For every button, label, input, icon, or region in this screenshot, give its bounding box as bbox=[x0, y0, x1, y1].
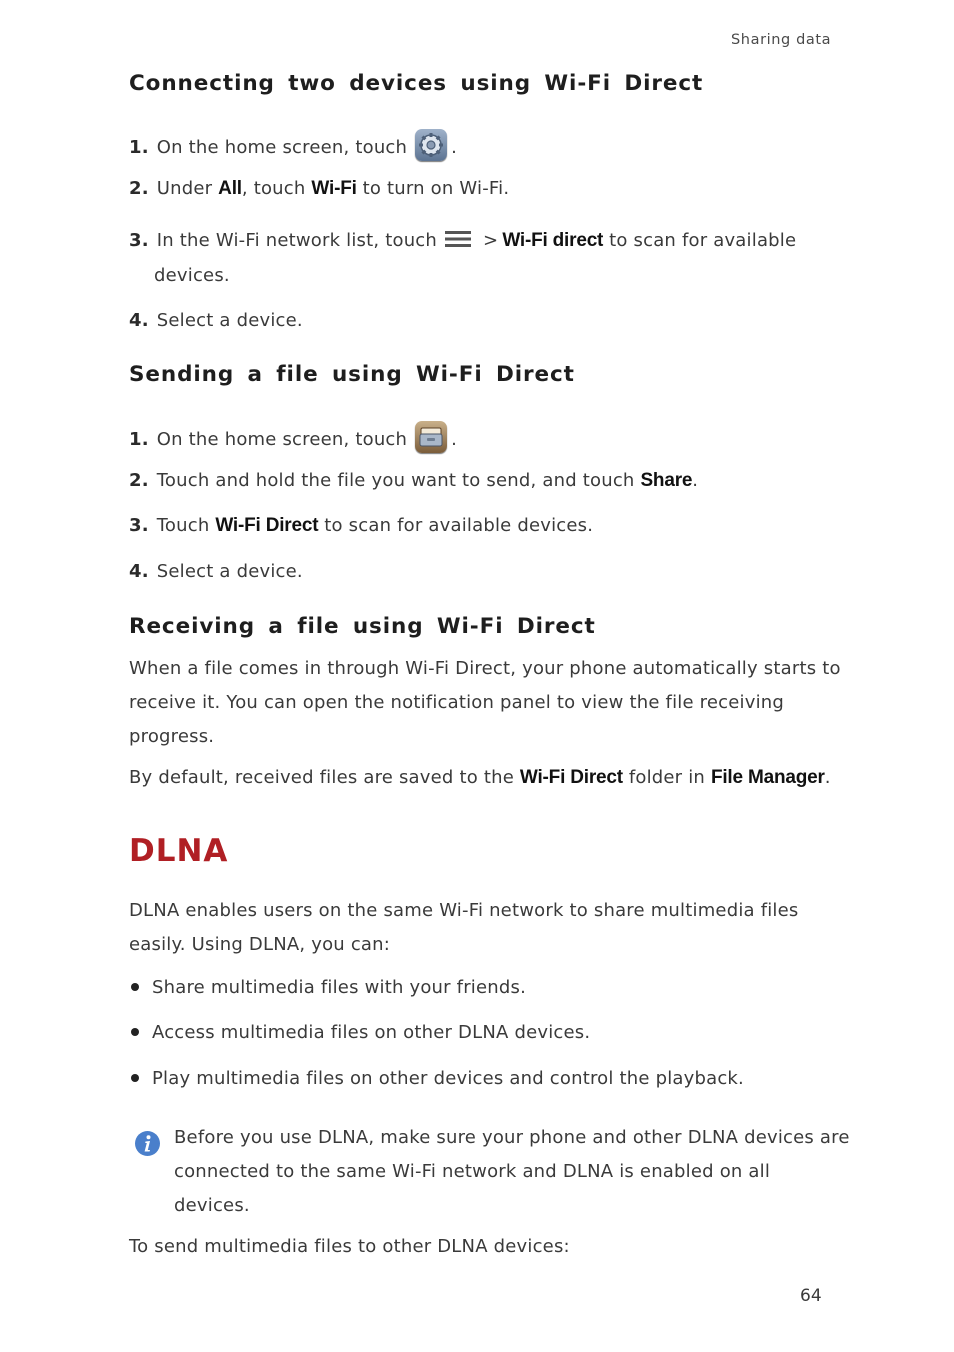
section-heading-receiving: Receiving a file using Wi-Fi Direct bbox=[129, 614, 596, 639]
step-1 bbox=[129, 424, 457, 456]
bullet-item bbox=[131, 977, 526, 998]
step-text: Touch and hold the file you want to send, and touch bbox=[156, 470, 641, 491]
dlna-heading: DLNA bbox=[129, 833, 229, 869]
paragraph-line: When a file comes in through Wi-Fi Direct, your phone automatically starts to bbox=[129, 658, 841, 679]
section-heading-connecting: Connecting two devices using Wi-Fi Direct bbox=[129, 71, 704, 96]
step-text: On the home screen, touch bbox=[156, 429, 408, 450]
step-text: to turn on Wi-Fi. bbox=[356, 178, 510, 199]
step-4 bbox=[129, 310, 303, 331]
bullet-dot bbox=[131, 1074, 139, 1082]
step-2 bbox=[129, 178, 509, 200]
paragraph-text: folder in bbox=[622, 767, 711, 788]
step-number: 3. bbox=[129, 230, 149, 251]
step-text: , touch bbox=[241, 178, 312, 199]
step-text: . bbox=[692, 470, 699, 491]
section-heading-sending: Sending a file using Wi-Fi Direct bbox=[129, 362, 575, 387]
default-location-paragraph bbox=[129, 767, 831, 789]
settings-gear-icon bbox=[415, 129, 447, 161]
term-file-manager: File Manager bbox=[710, 767, 825, 788]
file-manager-icon bbox=[415, 421, 447, 453]
step-number: 1. bbox=[129, 137, 149, 158]
term-wifi-direct: Wi-Fi direct bbox=[502, 230, 604, 251]
step-text: In the Wi-Fi network list, touch bbox=[156, 230, 438, 251]
step-1 bbox=[129, 132, 457, 164]
bullet-text: Share multimedia files with your friends. bbox=[152, 977, 527, 998]
step-text-end: . bbox=[451, 429, 458, 450]
step-4 bbox=[129, 561, 303, 582]
term-wifi: Wi-Fi bbox=[311, 178, 357, 199]
bullet-item bbox=[131, 1022, 590, 1043]
step-text: to scan for available bbox=[603, 230, 797, 251]
step-2 bbox=[129, 470, 698, 492]
step-3 bbox=[129, 515, 593, 537]
paragraph-text: By default, received files are saved to the bbox=[129, 767, 520, 788]
paragraph-line: receive it. You can open the notification panel to view the file receiving bbox=[129, 692, 785, 713]
note-line: devices. bbox=[174, 1195, 250, 1216]
note-line: connected to the same Wi-Fi network and DLNA is enabled on all bbox=[174, 1161, 771, 1182]
step-number: 1. bbox=[129, 429, 149, 450]
running-header: Sharing data bbox=[731, 32, 832, 48]
paragraph-line: DLNA enables users on the same Wi-Fi network to share multimedia files bbox=[129, 900, 799, 921]
step-number: 4. bbox=[129, 310, 149, 331]
bullet-dot bbox=[131, 1028, 139, 1036]
bullet-dot bbox=[131, 983, 139, 991]
step-text: On the home screen, touch bbox=[156, 137, 408, 158]
send-intro: To send multimedia files to other DLNA devices: bbox=[129, 1236, 570, 1257]
step-number: 2. bbox=[129, 470, 149, 491]
menu-separator: > bbox=[483, 230, 499, 251]
step-text-end: . bbox=[451, 137, 458, 158]
step-number: 2. bbox=[129, 178, 149, 199]
term-all: All bbox=[218, 178, 242, 199]
step-text: Select a device. bbox=[156, 310, 303, 331]
paragraph-line: progress. bbox=[129, 726, 215, 747]
note-line: Before you use DLNA, make sure your phone and other DLNA devices are bbox=[174, 1127, 850, 1148]
step-text: to scan for available devices. bbox=[318, 515, 594, 536]
bullet-text: Play multimedia files on other devices and control the playback. bbox=[152, 1068, 744, 1089]
menu-icon bbox=[445, 230, 471, 248]
info-icon bbox=[134, 1130, 161, 1157]
term-wifi-direct: Wi-Fi Direct bbox=[215, 515, 319, 536]
page-number: 64 bbox=[800, 1286, 822, 1306]
step-text: Select a device. bbox=[156, 561, 303, 582]
step-3-continuation: devices. bbox=[154, 265, 230, 286]
bullet-text: Access multimedia files on other DLNA devices. bbox=[152, 1022, 591, 1043]
step-number: 3. bbox=[129, 515, 149, 536]
bullet-item bbox=[131, 1068, 744, 1089]
step-3 bbox=[129, 230, 796, 252]
step-text: Under bbox=[156, 178, 219, 199]
step-number: 4. bbox=[129, 561, 149, 582]
term-share: Share bbox=[640, 470, 693, 491]
paragraph-line: easily. Using DLNA, you can: bbox=[129, 934, 391, 955]
paragraph-text: . bbox=[824, 767, 831, 788]
term-wifi-direct-folder: Wi-Fi Direct bbox=[519, 767, 623, 788]
step-text: Touch bbox=[156, 515, 216, 536]
